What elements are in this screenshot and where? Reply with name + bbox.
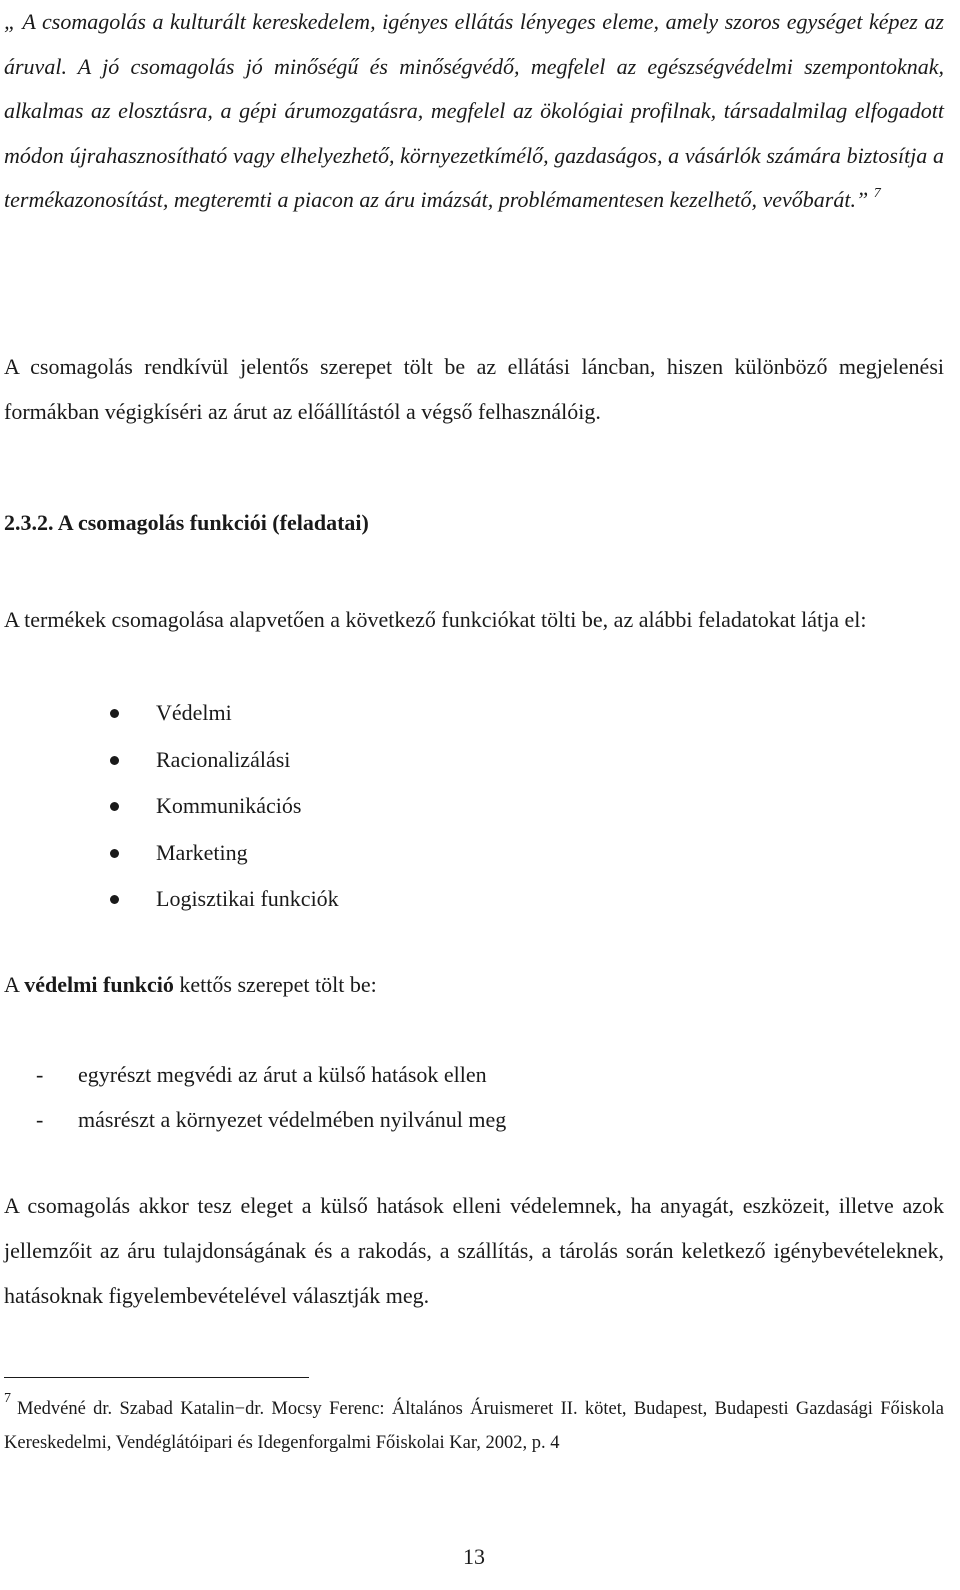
list-item (4, 830, 339, 877)
intro-paragraph: A csomagolás rendkívül jelentős szerepet tölt be az ellátási láncban, hiszen különböző megjelenési formákban végigkíséri az árut az előállítástól a végső felhasználóig. (4, 354, 944, 424)
list-item-label: másrészt a környezet védelmében nyilvánul meg (78, 1107, 507, 1132)
footnote (4, 1392, 944, 1460)
list-item-label: egyrészt megvédi az árut a külső hatások ellen (78, 1062, 487, 1087)
protection-prefix: A (4, 972, 25, 997)
footnote-text: Medvéné dr. Szabad Katalin−dr. Mocsy Ferenc: Általános Áruismeret II. kötet, Budapest, Budapesti Gazdasági Főiskola Kereskedelmi, Vendéglátóipari és Idegenforgalmi Főiskolai Kar, 2002, p. 4 (4, 1399, 944, 1453)
bullet-icon (110, 802, 119, 811)
quoted-definition (4, 0, 944, 223)
bullet-icon (110, 709, 119, 718)
list-item-label: Marketing (156, 839, 248, 865)
list-item (4, 690, 339, 737)
footnote-reference[interactable]: 7 (873, 186, 881, 201)
footnote-divider (4, 1377, 309, 1378)
list-item (4, 783, 339, 830)
bullet-icon (110, 756, 119, 765)
closing-paragraph: A csomagolás akkor tesz eleget a külső hatások elleni védelemnek, ha anyagát, eszközeit, illetve azok jellemzőit az áru tulajdonságának és a rakodás, a szállítás, a tárolás során keletkező igénybevételeknek, hatásoknak figyelembevételével választják meg. (4, 1193, 944, 1308)
dash-marker: - (36, 1107, 44, 1132)
dash-marker: - (36, 1062, 44, 1087)
footnote-number: 7 (4, 1391, 11, 1406)
bullet-icon (110, 895, 119, 904)
list-item-label: Kommunikációs (156, 793, 302, 818)
quote-text: „ A csomagolás a kulturált kereskedelem, igényes ellátás lényeges eleme, amely szoros egységet képez az áruval. A jó csomagolás jó minőségű és minőségvédő, megfelel az egészségvédelmi szempontoknak, alkalmas az elosztásra, a gépi árumozgatásra, megfelel az ökológiai profilnak, társadalmilag elfogadott módon újrahasznosítható vagy elhelyezhető, környezetkímélő, gazdaságos, a vásárlók számára biztosítja a termékazonosítást, megteremti a piacon az áru imázsát, problémamentesen kezelhető, vevőbarát.” (4, 9, 944, 212)
list-item (4, 1097, 506, 1142)
list-item (4, 1052, 506, 1097)
bullet-icon (110, 849, 119, 858)
list-item (4, 737, 339, 784)
list-item-label: Logisztikai funkciók (156, 886, 339, 911)
page-number: 13 (463, 1544, 485, 1569)
section-heading: 2.3.2. A csomagolás funkciói (feladatai) (4, 510, 369, 535)
protection-term: védelmi funkció (24, 972, 174, 997)
list-item-label: Védelmi (156, 700, 232, 725)
list-item-label: Racionalizálási (156, 746, 291, 772)
functions-list (4, 690, 339, 923)
list-item (4, 876, 339, 923)
functions-intro-paragraph: A termékek csomagolása alapvetően a következő funkciókat tölti be, az alábbi feladatokat látja el: (4, 607, 867, 632)
protection-suffix: kettős szerepet tölt be: (173, 972, 377, 997)
protection-function-paragraph (4, 962, 944, 1007)
protection-roles-list (4, 1052, 506, 1142)
